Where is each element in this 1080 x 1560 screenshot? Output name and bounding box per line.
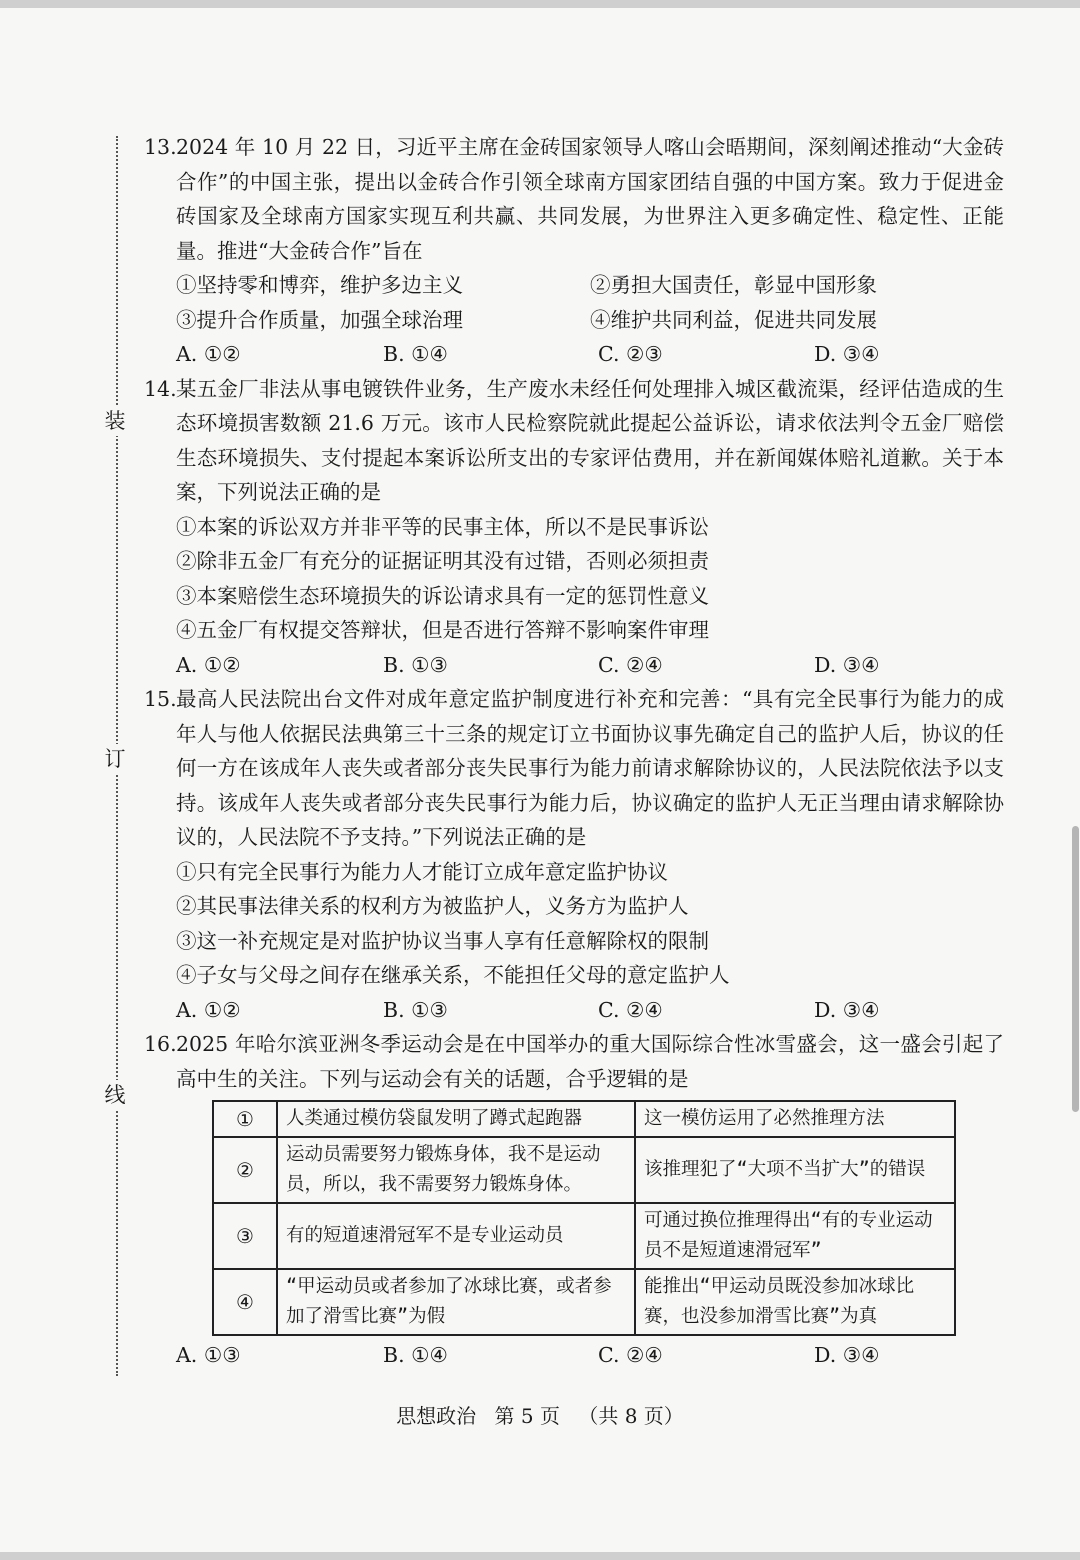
row-index: ② (213, 1137, 277, 1203)
footer-page: 第 5 页 (494, 1404, 560, 1428)
choice-d: D. ③④ (814, 342, 880, 366)
topic-cell: 运动员需要努力锻炼身体，我不是运动员，所以，我不需要努力锻炼身体。 (277, 1137, 635, 1203)
statement-2: ②其民事法律关系的权利方为被监护人，义务方为监护人 (176, 894, 689, 918)
choice-c: C. ②④ (598, 652, 663, 677)
page-footer (0, 1400, 1080, 1429)
row-index: ④ (213, 1269, 277, 1335)
question-stem: 最高人民法院出台文件对成年意定监护制度进行补充和完善：“具有完全民事行为能力的成年人与他人依据民法典第三十三条的规定订立书面协议事先确定自己的监护人后，协议的任何一方在该成年人丧失或者部分丧失民事行为能力前请求解除协议的，人民法院依法予以支持。该成年人丧失或者部分丧失民事行为能力后，协议确定的监护人无正当理由请求解除协议的，人民法院不予支持。”下列说法正确的是 (176, 687, 1004, 849)
choice-a: A. ①② (176, 652, 241, 677)
choice-d: D. ③④ (814, 652, 880, 677)
statement-4: ④五金厂有权提交答辩状，但是否进行答辩不影响案件审理 (176, 618, 709, 642)
option-4: ④维护共同利益，促进共同发展 (590, 307, 877, 332)
analysis-cell: 该推理犯了“大项不当扩大”的错误 (635, 1137, 955, 1203)
analysis-cell: 这一模仿运用了必然推理方法 (635, 1101, 955, 1137)
question-number: 15. (144, 687, 177, 711)
statement-3: ③这一补充规定是对监护协议当事人享有任意解除权的限制 (176, 928, 709, 953)
choice-b: B. ①④ (383, 342, 448, 366)
scrollbar-thumb[interactable] (1072, 826, 1079, 1112)
choice-c: C. ②③ (598, 342, 663, 366)
choice-b: B. ①③ (383, 997, 448, 1022)
answer-choices (144, 648, 1004, 683)
statement-4: ④子女与父母之间存在继承关系，不能担任父母的意定监护人 (176, 963, 730, 987)
binding-label-ding: 订 (100, 744, 130, 774)
question-stem: 2024 年 10 月 22 日，习近平主席在金砖国家领导人喀山会晤期间，深刻阐述推动“大金砖合作”的中国主张，提出以金砖合作引领全球南方国家团结自强的中国方案。致力于促进金砖国家及全球南方国家实现互利共赢、共同发展，为世界注入更多确定性、稳定性、正能量。推进“大金砖合作”旨在 (176, 135, 1004, 263)
answer-choices (144, 993, 1004, 1028)
logic-topic-table (212, 1100, 956, 1336)
statement-1: ①只有完全民事行为能力人才能订立成年意定监护协议 (176, 859, 668, 884)
topic-cell: “甲运动员或者参加了冰球比赛，或者参加了滑雪比赛”为假 (277, 1269, 635, 1335)
binding-label-zhuang: 装 (100, 406, 130, 436)
choice-d: D. ③④ (814, 1343, 880, 1367)
choice-a: A. ①② (176, 342, 241, 366)
choice-b: B. ①④ (383, 1343, 448, 1367)
table-row (213, 1269, 955, 1335)
question-number: 14. (144, 376, 177, 401)
table-row (213, 1203, 955, 1269)
topic-cell: 人类通过模仿袋鼠发明了蹲式起跑器 (277, 1101, 635, 1137)
question-number: 13. (144, 135, 177, 159)
statement-1: ①本案的诉讼双方并非平等的民事主体，所以不是民事诉讼 (176, 514, 709, 539)
row-index: ① (213, 1101, 277, 1137)
exam-page (0, 8, 1080, 1552)
question-15 (144, 682, 1004, 1027)
statement-3: ③本案赔偿生态环境损失的诉讼请求具有一定的惩罚性意义 (176, 583, 709, 608)
question-13 (144, 130, 1004, 372)
answer-choices (144, 337, 1004, 372)
question-number: 16. (144, 1032, 177, 1056)
bottom-edge (0, 1552, 1080, 1560)
analysis-cell: 能推出“甲运动员既没参加冰球比赛，也没参加滑雪比赛”为真 (635, 1269, 955, 1335)
question-stem: 2025 年哈尔滨亚洲冬季运动会是在中国举办的重大国际综合性冰雪盛会，这一盛会引起了高中生的关注。下列与运动会有关的话题，合乎逻辑的是 (176, 1032, 1004, 1091)
option-grid (144, 268, 1004, 337)
choice-b: B. ①③ (383, 652, 448, 677)
option-3: ③提升合作质量，加强全球治理 (176, 307, 463, 332)
question-stem: 某五金厂非法从事电镀铁件业务，生产废水未经任何处理排入城区截流渠，经评估造成的生态环境损害数额 21.6 万元。该市人民检察院就此提起公益诉讼，请求依法判令五金厂赔偿生态环境损失、支付提起本案诉讼所支出的专家评估费用，并在新闻媒体赔礼道歉。关于本案，下列说法正确的是 (176, 376, 1004, 504)
analysis-cell: 可通过换位推理得出“有的专业运动员不是短道速滑冠军” (635, 1203, 955, 1269)
footer-total: （共 8 页） (578, 1404, 684, 1428)
binding-label-xian: 线 (100, 1080, 130, 1110)
choice-a: A. ①③ (176, 1343, 241, 1367)
question-list (144, 130, 1004, 1373)
choice-d: D. ③④ (814, 997, 880, 1022)
statement-2: ②除非五金厂有充分的证据证明其没有过错，否则必须担责 (176, 549, 709, 573)
answer-choices (144, 1338, 1004, 1373)
footer-subject: 思想政治 (396, 1404, 477, 1428)
top-edge (0, 0, 1080, 8)
option-1: ①坚持零和博弈，维护多边主义 (176, 273, 463, 297)
choice-c: C. ②④ (598, 997, 663, 1022)
option-2: ②勇担大国责任，彰显中国形象 (590, 273, 877, 297)
choice-c: C. ②④ (598, 1343, 663, 1367)
choice-a: A. ①② (176, 997, 241, 1022)
question-16 (144, 1027, 1004, 1373)
question-14 (144, 372, 1004, 683)
table-row (213, 1137, 955, 1203)
topic-cell: 有的短道速滑冠军不是专业运动员 (277, 1203, 635, 1269)
row-index: ③ (213, 1203, 277, 1269)
table-row (213, 1101, 955, 1137)
